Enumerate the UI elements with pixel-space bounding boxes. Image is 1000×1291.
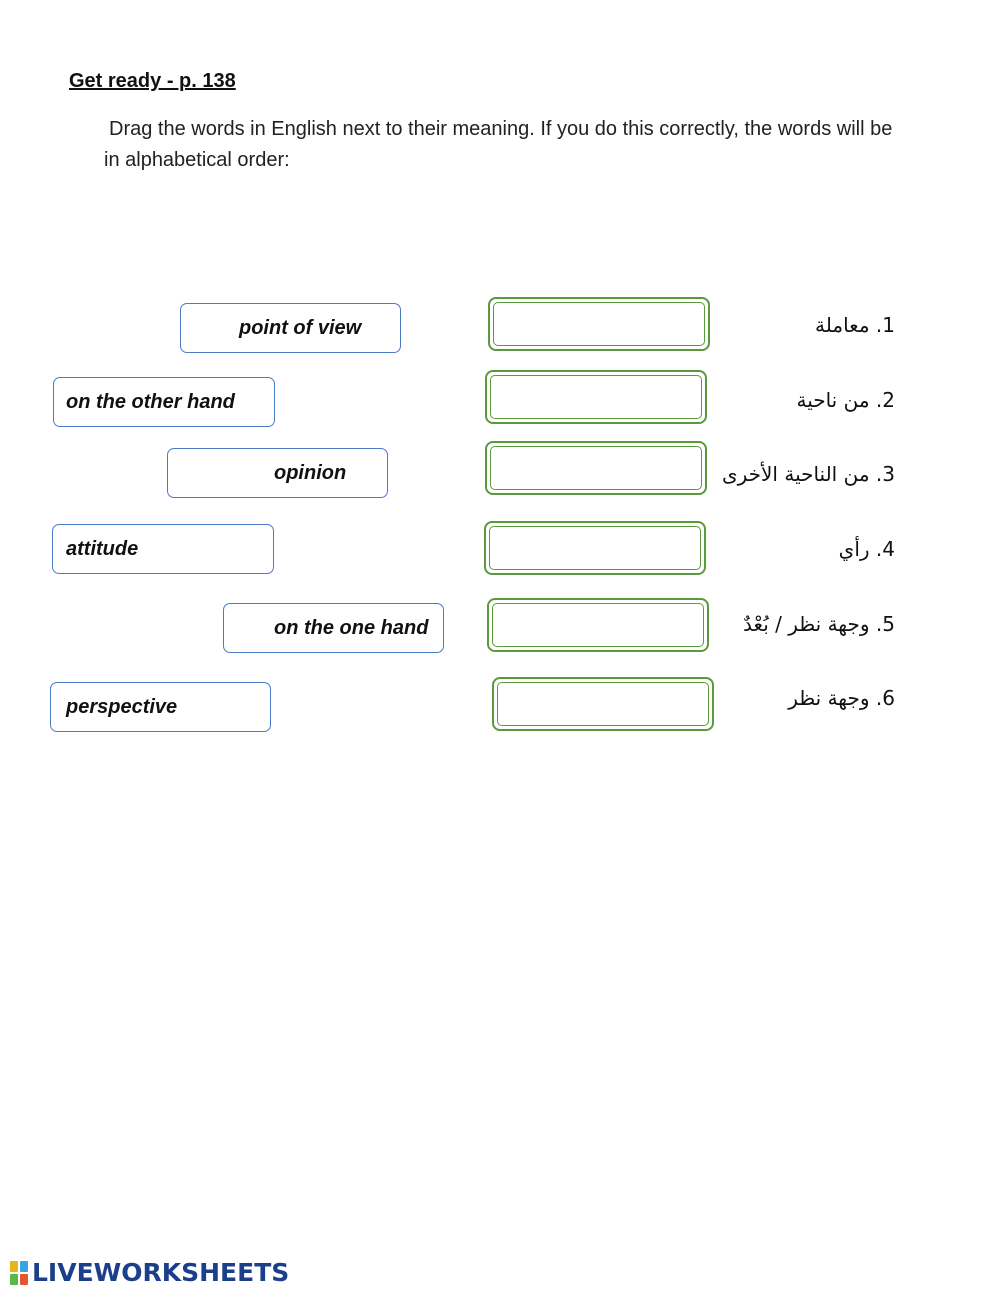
meaning-1 — [815, 313, 895, 337]
meaning-number: 3. — [875, 462, 895, 486]
meaning-number: 6. — [875, 686, 895, 710]
word-chip-label: point of view — [239, 316, 362, 339]
page-title: Get ready - p. 138 — [69, 70, 236, 92]
brand-name: LIVEWORKSHEETS — [32, 1258, 290, 1287]
drop-box-inner — [490, 446, 702, 490]
drop-box-inner — [493, 302, 705, 346]
drop-box-3[interactable] — [485, 441, 707, 495]
meaning-number: 5. — [875, 612, 895, 636]
instructions: Drag the words in English next to their meaning. If you do this correctly, the words will be in alphabetical order: — [104, 118, 893, 171]
word-chip-on-the-other-hand[interactable] — [53, 377, 275, 427]
word-chip-label: perspective — [66, 695, 178, 718]
meaning-3 — [722, 462, 895, 486]
word-chip-opinion[interactable] — [167, 448, 388, 498]
word-chip-perspective[interactable] — [50, 682, 271, 732]
drop-box-inner — [490, 375, 702, 419]
meaning-text: من ناحية — [796, 388, 870, 412]
word-chip-label: attitude — [66, 537, 139, 560]
liveworksheets-logo[interactable] — [10, 1258, 289, 1287]
meaning-text: معاملة — [815, 313, 870, 337]
meaning-6 — [788, 686, 895, 710]
meaning-4 — [839, 537, 895, 561]
word-chip-attitude[interactable] — [52, 524, 274, 574]
drop-box-inner — [492, 603, 704, 647]
meaning-number: 2. — [875, 388, 895, 412]
liveworksheets-logo-icon — [10, 1261, 28, 1285]
word-chip-on-the-one-hand[interactable] — [223, 603, 444, 653]
drop-box-inner — [489, 526, 701, 570]
meaning-5 — [743, 612, 895, 636]
meaning-text: رأي — [838, 537, 870, 561]
drop-box-5[interactable] — [487, 598, 709, 652]
drop-box-1[interactable] — [488, 297, 710, 351]
meaning-text: وجهة نظر — [788, 686, 870, 710]
drop-box-4[interactable] — [484, 521, 706, 575]
word-chip-label: opinion — [274, 461, 347, 484]
meaning-2 — [796, 388, 895, 412]
word-chip-label: on the other hand — [66, 390, 235, 413]
drop-box-6[interactable] — [492, 677, 714, 731]
meaning-number: 4. — [875, 537, 895, 561]
meaning-text: من الناحية الأخرى — [721, 462, 870, 486]
meaning-number: 1. — [875, 313, 895, 337]
word-chip-point-of-view[interactable] — [180, 303, 401, 353]
drop-box-inner — [497, 682, 709, 726]
word-chip-label: on the one hand — [274, 616, 429, 639]
drop-box-2[interactable] — [485, 370, 707, 424]
meaning-text: وجهة نظر / بُعْدٌ — [743, 612, 870, 636]
